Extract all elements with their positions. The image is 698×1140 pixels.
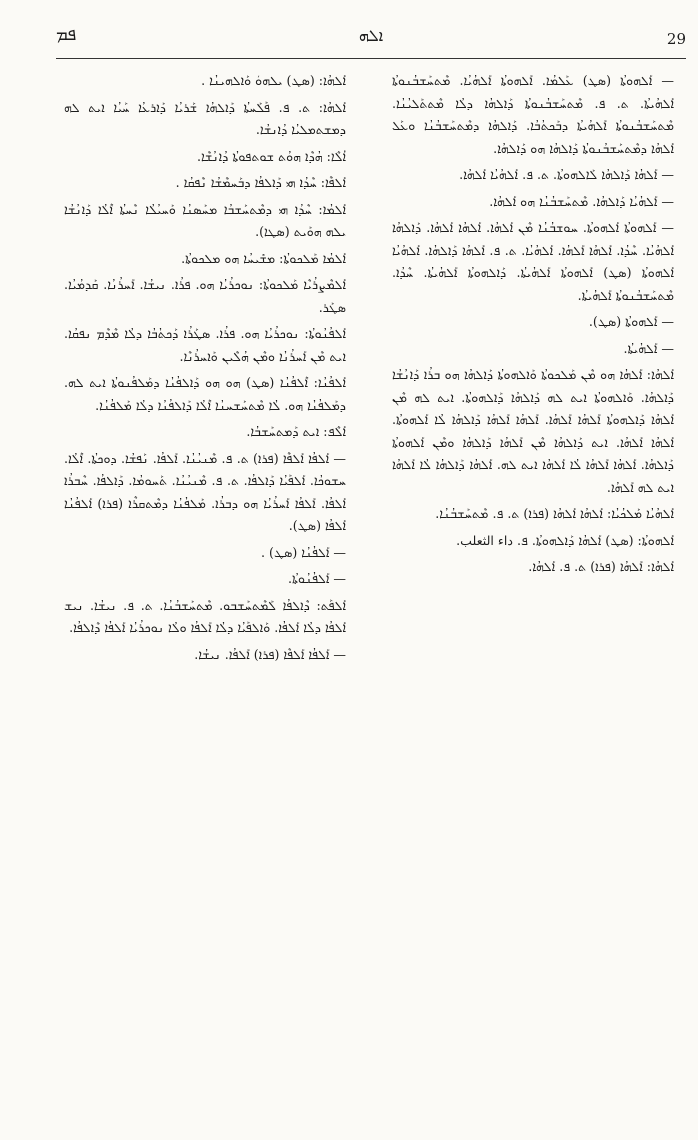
dictionary-entry: ܐܰܠܦܳܢܳܘܬܳܐ: ܢܘܟܪܳܝܳܐ ܗܘ. ܦܪܳܐ. ܣܛܰܪܳܐ ܕܰܟܬܳܒܳܐ ܕܠܳܐ ܡܶܕܶܡ ܢܦܩܳܐ. ܐܝܬ ܡܶܢ ܐܰܚܪܳܢܳܐ ܘܡܶܢ ܗܳܠܶܝܢ ܘܰܐܚܪܳܢܶܐ. [64, 326, 346, 364]
dictionary-entry: ܐܰܠܡܳܐ ܡܰܠܟܘܬܳܐ: ܡܫܺܝܚܳܐ ܗܘ ܡܠܟܘܬܳܐ. [181, 250, 346, 266]
dictionary-subentry: — ܐܰܠܦܳܐ ܐܰܠܦܶܐ (ܦܪܐ) ܬ. ܦ. ܡܶܢܝܳܢܳܐ. ܐܰܠܦܳܐ. ܢܰܦܫܳܐ. ܕܘܟܬܳܐ. ܐܶܠܳܐ. ܚܫܘܟܳܐ. ܐܰܠܦܰܝܳܐ ܕܰܐܠܦܳܐ. ܬ. ܦ. ܡܶܢܝܳܢܳܐ. ܬܰܚܘܡܳܐ. ܕܰܐܠܦܳܐ. ܚܶܒܪܳܐ ܐܰܠܦܳܐ. ܐܰܠܦܳܐ ܐܰܚܪܳܝܳܐ ܗܘ ܕܒܪܳܐ. ܡܰܠܦܳܢܳܐ ܕܡܶܬܩܪܶܐ (ܦܪܐ) ܐܰܠܦܳܢܳܐ ܐܰܠܦܳܐ (ܣܛ). [64, 450, 346, 533]
dictionary-subentry: — ܐܰܠܗܘܬܳܐ (ܣܛ). [588, 314, 674, 329]
dictionary-subentry: — ܐܰܠܗܘܬܳܐ ܐܰܠܗܘܬܳܐ. ܚܘܫܒܳܢܳܐ ܡܶܢ ܐܰܠܗܳܐ. ܐܰܠܗܳܐ ܐܰܠܗܳܐ. ܕܰܐܠܗܳܐ ܐܰܠܗܳܝܳܐ. ܚܶܕܳܐ. ܐܰܠܗܳܐ ܐܰܠܗܳܐ. ܐܰܠܗܳܝܳܐ. ܬ. ܦ. ܐܰܠܗܳܐ ܕܰܐܠܗܳܐ. ܐܰܠܗܳܝܳܐ ܐܰܠܗܘܬܳܐ (ܣܛ) ܐܰܠܗܘܬܳܐ ܐܰܠܗܳܝܬܳܐ. ܕܰܐܠܗܘܬܳܐ ܐܰܠܗܳܝܬܳܐ. ܚܶܕܳܐ. ܡܶܬܚܰܫܒܳܢܘܬܳܐ ܐܰܠܗܳܝܬܳܐ. [392, 220, 674, 303]
header-left-mark: ܦܡ [56, 24, 77, 45]
dictionary-subentry: — ܐܰܠܦܳܢܳܘܬܳܐ. [288, 571, 346, 586]
dictionary-subentry: — ܐܰܠܦܳܐ ܐܰܠܦܶܐ (ܦܪܐ) ܐܰܠܦܳܐ. ܢܝܫܳܐ. [194, 646, 346, 662]
dictionary-subentry: — ܐܰܠܗܘܬܳܐ (ܣܛ) ܥܰܠܡܳܐ. ܐܰܠܗܘܬܳܐ ܐܰܠܗܳܝܳܐ. ܡܶܬܚܰܫܒܳܢܘܬܳܐ ܐܰܠܗܳܝܬܳܐ. ܬ. ܦ. ܡܶܬܚܰܫܒܳܢܘܬܳܐ ܕܰܐܠܗܳܐ ܕܠܳܐ ܡܶܬܬܰܠܝܳܢܳܐ. ܡܶܬܚܰܫܒܳܢܘܬܳܐ ܐܰܠܗܳܝܬܳܐ ܕܒܰܟܬܳܒܳܐ. ܕܰܐܠܗܳܐ ܕܡܶܬܚܰܫܒܳܢܳܐ ܘܥܰܠ ܐܰܠܗܳܐ ܕܡܶܬܚܰܫܒܳܢܘܬܳܐ ܕܰܐܠܗܳܐ ܗܘ ܕܰܐܠܗܳܐ. [392, 73, 674, 156]
page-number: 29 [666, 30, 686, 48]
dictionary-entry: ܐܰܠܡܶܨܪܳܝܶܐ ܡܰܠܟܘܬܳܐ: ܢܘܟܪܳܝܳܐ ܗܘ. ܦܪܳܐ. ܢܝܫܳܐ. ܐܰܚܪܳܢܳܐ. ܩܰܕܡܳܝܳܐ. ܣܛܰܪ. [64, 277, 346, 315]
dictionary-subentry: — ܐܰܠܦܳܢܳܐ (ܣܛ) . [261, 544, 346, 560]
dictionary-entry: ܐܰܠܗܳܝܳܐ ܡܰܠܟܳܝܳܐ: ܐܰܠܗܳܐ ܐܰܠܗܳܐ (ܦܪܐ) ܬ. ܦ. ܡܶܬܚܰܫܒܳܢܳܐ. [435, 506, 674, 521]
page-header [56, 24, 686, 50]
dictionary-entry: ܐܰܠܗܳܐ: ܐܰܠܗܳܐ (ܦܪܐ) ܬ. ܦ. ܐܰܠܗܳܐ. [528, 559, 674, 574]
dictionary-entry: ܐܰܠܶܦ: ܐܝܬ ܕܰܡܬܚܰܫܒܳܐ. [246, 424, 346, 439]
header-rule [56, 58, 686, 59]
dictionary-entry: ܐܰܠܦܰܬ: ܕܶܐܠܦܳܐ ܠܰܡܶܬܚܰܫܒܘ. ܡܶܬܚܰܫܒܳܢܳܐ. ܬ. ܦ. ܢܝܫܳܐ. ܢܝܫ ܐܰܠܦܳܐ ܕܠܳܐ ܐܰܠܦܳܐ. ܘܰܐܠܦܰܝܳܐ ܕܠܳܐ ܐܰܠܦܳܐ ܘܠܳܐ ܢܘܟܪܳܝܳܐ ܐܰܠܦܳܐ ܕܶܐܠܦܳܐ. [64, 597, 346, 635]
left-column [64, 70, 346, 1110]
dictionary-entry: ܐܰܠܦܳܢܳܐ: ܐܶܠܦܳܢܳܐ (ܣܛ) ܗܘ ܗܘ ܕܰܐܠܦܳܢܳܐ ܕܡܰܠܦܳܢܘܬܳܐ ܐܝܬ ܠܗ. ܕܡܰܠܦܳܢܳܐ ܗܘ. ܠܳܐ ܡܶܬܚܰܫܚܢܳܐ ܐܶܠܳܐ ܕܰܐܠܦܳܢܳܐ ܕܠܳܐ ܡܰܠܦܳܢܳܐ. [64, 375, 346, 413]
dictionary-subentry: — ܐܰܠܗܳܐ ܕܰܐܠܗܳܐ ܠܰܐܠܗܘܬܳܐ. ܬ. ܦ. ܐܰܠܗܳܝܳܐ ܐܰܠܗܳܐ. [459, 167, 674, 182]
right-column [392, 70, 674, 1110]
dictionary-subentry: — ܐܰܠܗܳܝܬܳܐ. [623, 340, 674, 356]
dictionary-entry: ܐܰܠܗܳܐ: ܬ. ܦ. ܦܰܠܰܚܬܳܐ ܕܰܐܠܗܳܐ ܫܰܪܝܳܐ ܕܰܐܪܥܳܐ ܚܰܝܳܐ ܐܝܬ ܠܗ ܕܡܫܬܡܠܝܳܐ ܕܳܐܢܫܳܐ. [64, 99, 346, 137]
dictionary-entry: ܐܰܠܦܶܐ: ܚܶܕܳܐ ܗܝ ܕܰܐܠܦܳܐ ܕܒܰܚܡܶܫܳܐ ܢܶܦܩܳܐ . [175, 175, 346, 190]
dictionary-entry: ܐܰܠܗܘܬܳܐ: (ܣܛ) ܐܰܠܗܳܐ ܕܰܐܠܗܘܬܳܐ. ܦ. داء الثعلب. [456, 532, 674, 548]
running-title: ܐܠܗ [358, 26, 384, 45]
dictionary-subentry: — ܐܰܠܗܳܝܳܐ ܕܰܐܠܗܳܐ. ܡܶܬܚܰܫܒܳܢܳܐ ܗܘ ܐܰܠܗܳܐ. [489, 193, 674, 209]
dictionary-entry: ܐܳܠܶܐ: ܗܳܕܶܐ ܗܘܳܬ ܫܘܬܦܘܬܳܐ ܕܳܐܢܳܫܶܐ. [196, 148, 346, 164]
dictionary-entry: ܐܰܠܗܳܐ: (ܣܛ) ܝܠܗܘܿ ܘܰܐܠܗܝܢܳܐ . [201, 73, 346, 88]
dictionary-entry: ܐܰܠܡܳܐ: ܚܶܕܳܐ ܗܝ ܕܡܶܬܚܰܫܒܳܐ ܡܚܰܣܢܳܐ ܘܰܚܝܳܠܳܐ ܢܶܚܬܳܐ ܐܶܠܳܐ ܕܰܐܢܳܫܳܐ ܝܠܗ ܗܘܰܝܬ (ܣܛܐ). [64, 201, 346, 239]
dictionary-entry: ܐܰܠܗܳܐ: ܐܰܠܗܳܐ ܗܘ ܡܶܢ ܡܰܠܟܘܬܳܐ ܘܰܐܠܗܘܬܳܐ ܕܰܐܠܗܳܐ ܗܘ ܒܪܳܐ ܕܰܐܢܳܫܳܐ ܕܰܐܠܗܳܐ. ܘܰܐܠܗܘܬܳܐ ܐܝܬ ܠܗ ܕܰܐܠܗܳܐ ܕܰܐܠܗܘܬܳܐ. ܐܝܬ ܠܗ ܡܶܢ ܐܰܠܗܳܐ ܕܰܐܠܗܘܬܳܐ ܐܰܠܗܳܐ ܐܰܠܗܳܐ. ܐܰܠܗܳܐ ܐܰܠܗܳܐ ܕܰܐܠܗܳܐ ܠܳܐ ܐܰܠܗܘܬܳܐ. ܐܰܠܗܳܐ ܐܰܠܗܳܐ. ܐܝܬ ܕܰܐܠܗܳܐ ܡܶܢ ܐܰܠܗܳܐ ܕܰܐܠܗܳܐ ܘܡܶܢ ܐܰܠܗܘܬܳܐ ܕܰܐܠܗܳܐ. ܐܰܠܗܳܐ ܐܰܠܗܳܐ ܠܳܐ ܐܰܠܗܳܐ ܐܝܬ ܠܗ. ܐܰܠܗܳܐ ܕܰܐܠܗܳܐ ܠܳܐ ܐܰܠܗܳܐ ܐܝܬ ܠܗ ܐܰܠܗܳܐ. [392, 367, 674, 495]
